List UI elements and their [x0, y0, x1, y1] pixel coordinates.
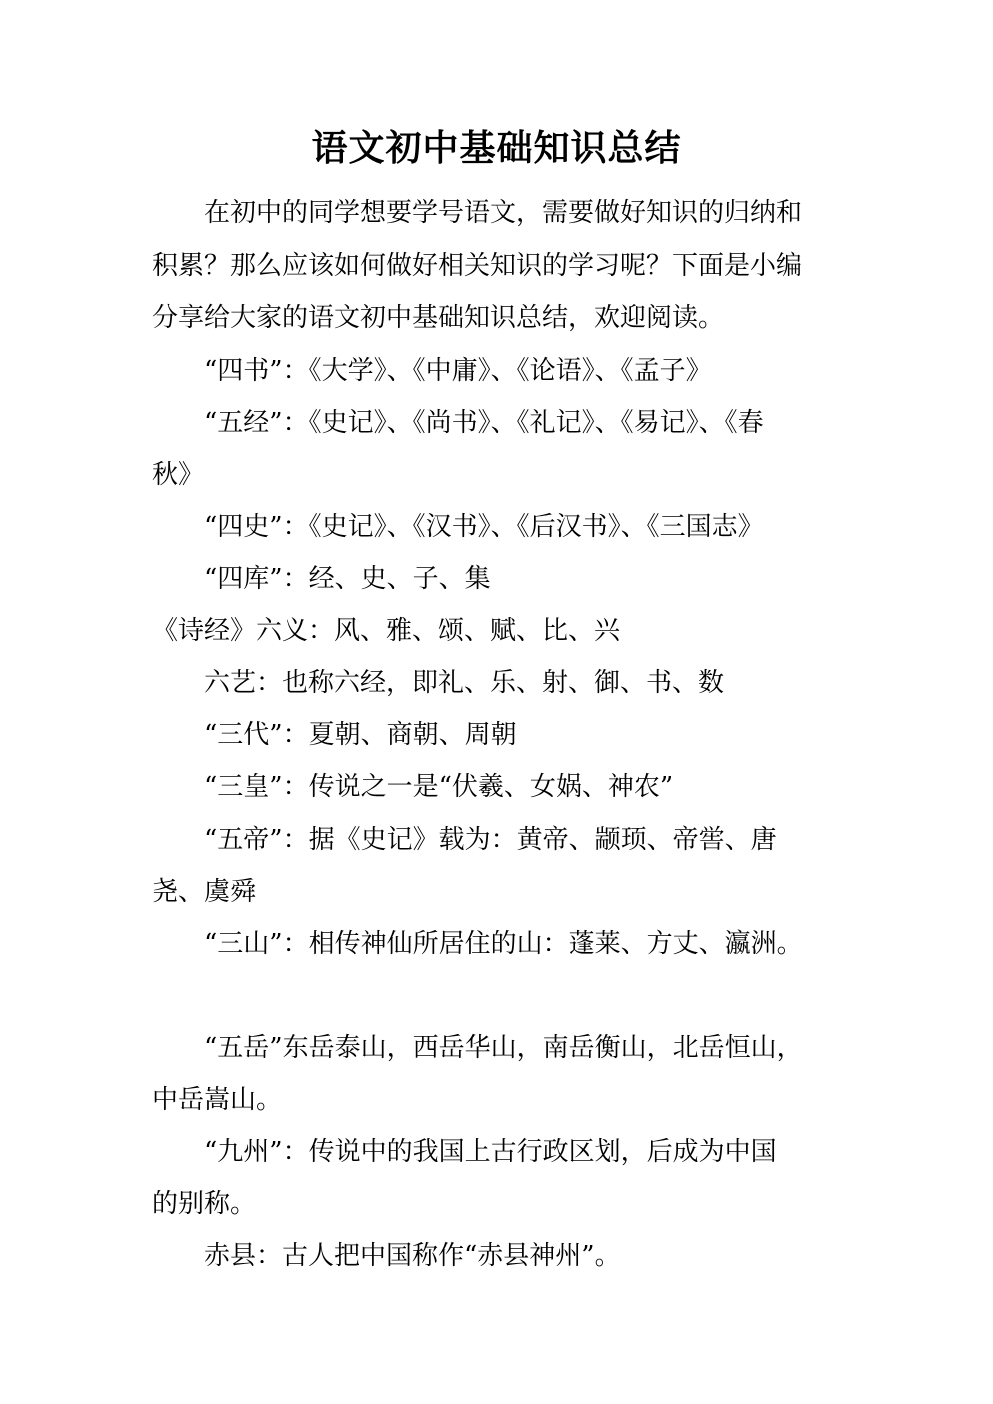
- paragraph-line: 中岳嵩山。: [152, 1085, 283, 1115]
- paragraph-line: “三皇”：传说之一是“伏羲、女娲、神农”: [204, 772, 674, 802]
- paragraph-line: “四书”：《大学》、《中庸》、《论语》、《孟子》: [204, 356, 712, 386]
- paragraph-line: 秋》: [152, 460, 205, 490]
- paragraph-line: 积累？那么应该如何做好相关知识的学习呢？下面是小编: [152, 251, 803, 281]
- paragraph-line: 《诗经》六义：风、雅、颂、赋、比、兴: [152, 616, 621, 646]
- paragraph-line: “四史”：《史记》、《汉书》、《后汉书》、《三国志》: [204, 512, 764, 542]
- paragraph-line: “三代”：夏朝、商朝、周朝: [204, 720, 517, 750]
- paragraph-line: “四库”：经、史、子、集: [204, 564, 491, 594]
- paragraph-line: 赤县：古人把中国称作“赤县神州”。: [204, 1241, 621, 1271]
- paragraph-line: 分享给大家的语文初中基础知识总结，欢迎阅读。: [152, 303, 725, 333]
- paragraph-line: 的别称。: [152, 1189, 257, 1219]
- paragraph-line: “三山”：相传神仙所居住的山：蓬莱、方丈、瀛洲。: [204, 929, 803, 959]
- document-title: 语文初中基础知识总结: [311, 127, 682, 169]
- paragraph-line: 六艺：也称六经，即礼、乐、射、御、书、数: [204, 668, 725, 698]
- paragraph-line: 尧、虞舜: [152, 877, 257, 907]
- paragraph-line: “五经”：《史记》、《尚书》、《礼记》、《易记》、《春: [204, 408, 764, 438]
- paragraph-line: “五岳”东岳泰山，西岳华山，南岳衡山，北岳恒山，: [204, 1033, 803, 1063]
- paragraph-line: “五帝”：据《史记》载为：黄帝、颛顼、帝喾、唐: [204, 825, 777, 855]
- paragraph-line: “九州”：传说中的我国上古行政区划，后成为中国: [204, 1137, 777, 1167]
- paragraph-line: 在初中的同学想要学号语文，需要做好知识的归纳和: [204, 198, 803, 228]
